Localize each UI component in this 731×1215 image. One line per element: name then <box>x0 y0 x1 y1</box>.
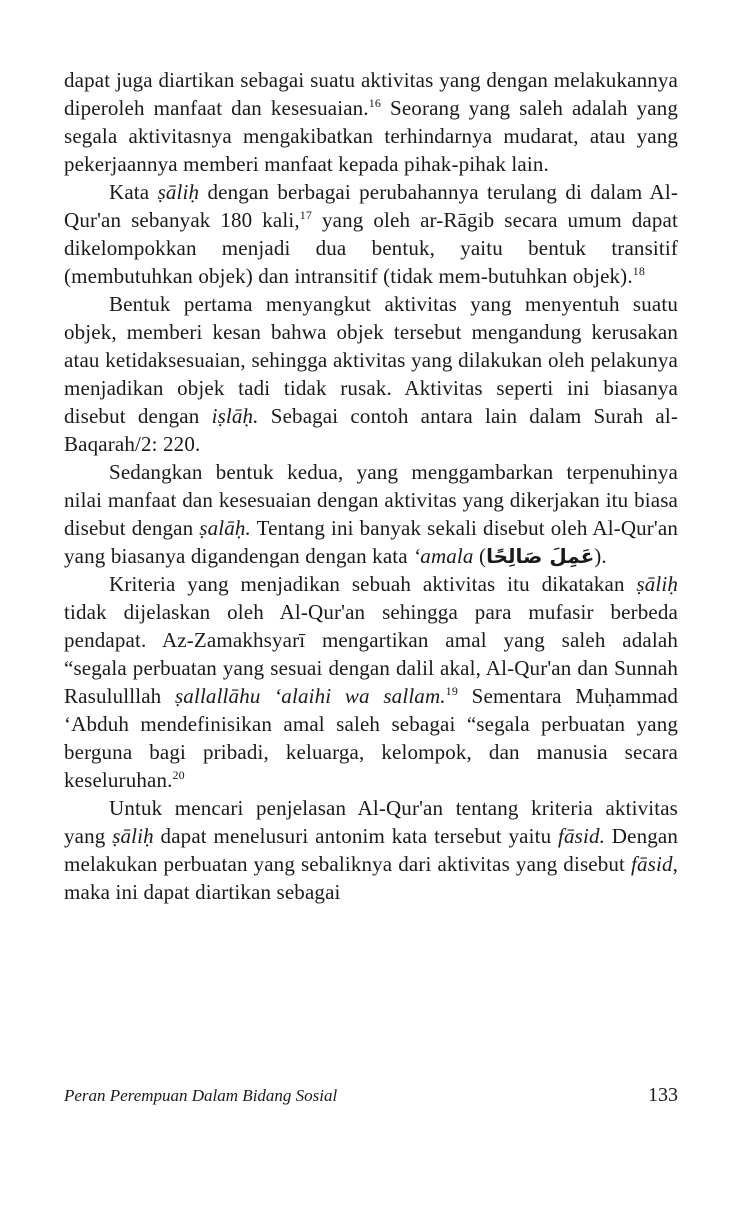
paragraph-text: Kata <box>109 180 158 204</box>
paragraph-2 <box>64 178 678 290</box>
paragraph-text: Untuk mencari penjelasan Al-Qur'an tentang kriteria aktivitas yang <box>64 796 678 848</box>
footnote-ref-16[interactable]: 16 <box>368 96 382 110</box>
paragraph-text: yang oleh ar-Rāgib secara umum dapat dikelompokkan menjadi dua bentuk, yaitu bentuk transitif (membutuhkan objek) dan intransitif (tidak mem-butuhkan objek). <box>64 208 678 288</box>
footnote-ref-17[interactable]: 17 <box>299 208 313 222</box>
running-footer-title: Peran Perempuan Dalam Bidang Sosial <box>64 1086 338 1105</box>
paragraph-text: dapat menelusuri antonim kata tersebut yaitu <box>153 824 559 848</box>
paragraph-text: ( <box>473 544 487 568</box>
paragraph-text: dengan berbagai perubahannya terulang di dalam Al-Qur'an sebanyak 180 kali, <box>64 180 678 232</box>
italic-term: ‘amala <box>413 544 474 568</box>
italic-term: ṣallallāhu ‘alaihi wa sallam. <box>174 684 446 708</box>
page-footer <box>64 1084 678 1112</box>
page-number: 133 <box>648 1084 678 1106</box>
paragraph-text: tidak dijelaskan oleh Al-Qur'an sehingga para mufasir berbeda pendapat. Az-Zamakhsyarī mengartikan amal yang saleh adalah “segala perbuatan yang sesuai dengan dalil akal, Al-Qur'an dan Sunnah Rasululllah <box>64 600 678 708</box>
italic-term: fāsid <box>631 852 673 876</box>
paragraph-text: Dengan melakukan perbuatan yang sebaliknya dari aktivitas yang disebut <box>64 824 679 876</box>
italic-term: fāsid. <box>558 824 606 848</box>
italic-term: ṣāliḥ <box>112 824 154 848</box>
page-body <box>64 66 678 906</box>
paragraph-text: , maka ini dapat diartikan sebagai <box>64 852 678 904</box>
italic-term: iṣlāḥ. <box>211 404 259 428</box>
paragraph-text: Sedangkan bentuk kedua, yang menggambarkan terpenuhinya nilai manfaat dan kesesuaian dengan aktivitas yang dikerjakan itu biasa disebut dengan <box>64 460 678 540</box>
paragraph-5 <box>64 570 678 794</box>
paragraph-6 <box>64 794 678 906</box>
paragraph-text: Tentang ini banyak sekali disebut oleh Al-Qur'an yang biasanya digandengan dengan kata <box>64 516 678 568</box>
paragraph-3 <box>64 290 678 458</box>
arabic-phrase: عَمِلَ صَالِحًا <box>486 544 595 568</box>
italic-term: ṣāliḥ <box>157 180 200 204</box>
paragraph-text: Sementara Muḥammad ‘Abduh mendefinisikan amal saleh sebagai “segala perbuatan yang berguna bagi pribadi, keluarga, kelompok, dan manusia secara keseluruhan. <box>64 684 678 792</box>
paragraph-text: Sebagai contoh antara lain dalam Surah al-Baqarah/2: 220. <box>64 404 678 456</box>
footnote-ref-19[interactable]: 19 <box>445 684 458 698</box>
footnote-ref-18[interactable]: 18 <box>632 264 646 278</box>
italic-term: ṣāliḥ <box>636 572 678 596</box>
paragraph-text: Kriteria yang menjadikan sebuah aktivitas itu dikatakan <box>109 572 637 596</box>
footnote-ref-20[interactable]: 20 <box>172 768 185 782</box>
paragraph-1 <box>64 66 678 178</box>
paragraph-text: ). <box>594 544 607 568</box>
italic-term: ṣalāḥ. <box>199 516 251 540</box>
paragraph-4 <box>64 458 678 570</box>
paragraph-text: dapat juga diartikan sebagai suatu aktivitas yang dengan melakukannya diperoleh manfaat dan kesesuaian. <box>64 68 678 120</box>
paragraph-text: Bentuk pertama menyangkut aktivitas yang menyentuh suatu objek, memberi kesan bahwa objek tersebut mengandung kerusakan atau ketidaksesuaian, sehingga aktivitas yang dilakukan oleh pelakunya menjadikan objek tadi tidak rusak. Aktivitas seperti ini biasanya disebut dengan <box>64 292 678 428</box>
paragraph-text: Seorang yang saleh adalah yang segala aktivitasnya mengakibatkan terhindarnya mudarat, atau yang pekerjaannya memberi manfaat kepada pihak-pihak lain. <box>64 96 678 176</box>
